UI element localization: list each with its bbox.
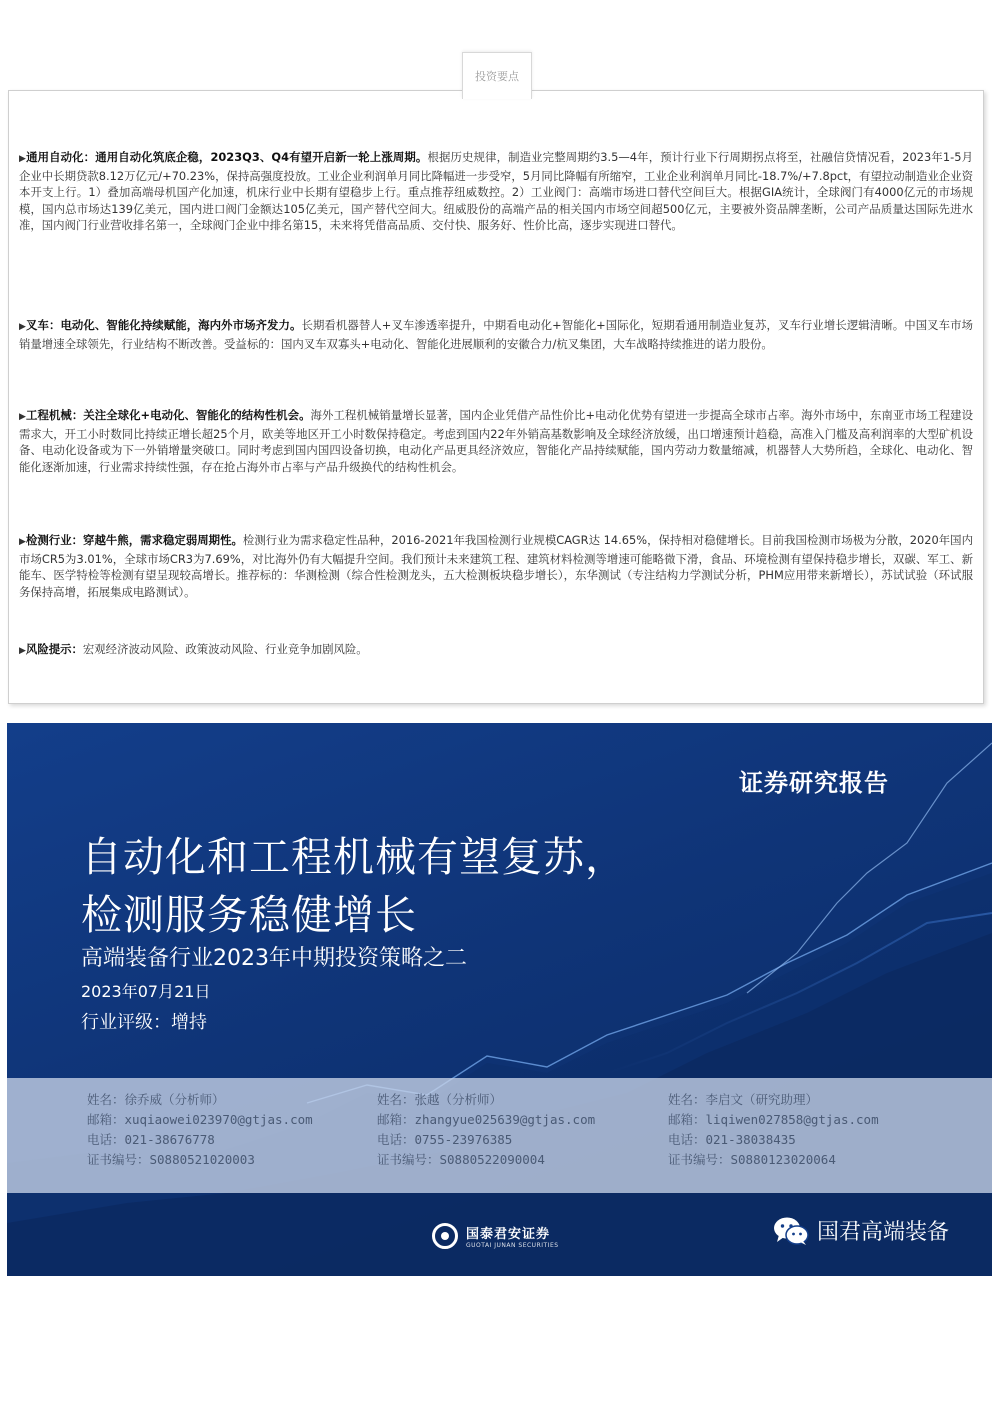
analyst-phone: 电话：021-38676778 [87,1132,215,1147]
tab-label: 投资要点 [475,70,519,83]
analyst-email: 邮箱：zhangyue025639@gtjas.com [377,1112,596,1127]
section-head: 通用自动化：通用自动化筑底企稳，2023Q3、Q4有望开启新一轮上涨周期。 [26,150,428,164]
wechat-account [773,1215,949,1246]
wechat-label: 国君高端装备 [817,1220,950,1245]
section-testing [19,532,973,600]
bullet-icon: ▶ [19,646,26,656]
analyst-phone: 电话：0755-23976385 [377,1132,513,1147]
section-automation [19,149,973,234]
section-body: 检测行业为需求稳定性品种，2016-2021年我国检测行业规模CAGR达 14.65%，保持相对稳健增长。目前我国检测市场极为分散，2020年国内市场CR5为3.01%，全球市场CR3为7.69%，对比海外仍有大幅提升空间。我们预计未来建筑工程、建筑材料检测等增速可能略微下滑，食品、环境检测有望保持稳步增长，双碳、军工、新能车、医学特检等检测有望呈现较高增长。推荐标的：华测检测（综合性检测龙头，五大检测板块稳步增长），东华测试（专注结构力学测试分析，PHM应用带来新增长），苏试试验（环试服务保持高增，拓展集成电路测试）。 [19,533,973,599]
analyst-cert: 证书编号：S0880123020064 [668,1152,836,1167]
report-type-label: 证券研究报告 [739,769,889,797]
section-construction-machinery [19,407,973,475]
report-title [81,828,627,944]
analyst-email: 邮箱：xuqiaowei023970@gtjas.com [87,1112,313,1127]
logo-mark-icon [432,1223,458,1249]
bullet-icon: ▶ [19,154,27,164]
section-head: 检测行业：穿越牛熊，需求稳定弱周期性。 [25,533,243,547]
report-subtitle: 高端装备行业2023年中期投资策略之二 [81,946,467,971]
analyst-cert: 证书编号：S0880522090004 [377,1152,545,1167]
section-head: 叉车：电动化、智能化持续赋能，海内外市场齐发力。 [26,318,302,332]
report-date: 2023年07月21日 [81,982,211,1001]
section-body: 海外工程机械销量增长显著，国内企业凭借产品性价比+电动化优势有望进一步提高全球市占率。海外市场中，东南亚市场工程建设需求大，开工小时数同比持续正增长超25个月，欧美等地区开工小时数保持稳定。考虑到国内22年外销高基数影响及全球经济放缓，出口增速预计趋稳，高准入门槛及高利润率的大型矿机设备、电动化设备或为下一外销增量突破口。同时考虑到国内国四设备切换，电动化产品更具经济效应，智能化产品持续赋能，国内劳动力数量缩减，机器替人大势所趋，全球化、电动化、智能化逐渐加速，行业需求持续性强，存在抢占海外市占率与产品升级换代的结构性机会。 [19,408,974,474]
analyst-email: 邮箱：liqiwen027858@gtjas.com [668,1112,879,1127]
analyst-name: 姓名：张越（分析师） [377,1092,503,1107]
bullet-icon: ▶ [19,412,26,422]
analyst-cert: 证书编号：S0880521020003 [87,1152,255,1167]
company-logo [432,1223,559,1249]
wechat-icon [773,1216,809,1246]
section-risk [19,641,973,660]
section-tab [462,52,532,99]
section-head: 工程机械：关注全球化+电动化、智能化的结构性机会。 [26,408,311,422]
analyst-name: 姓名：徐乔威（分析师） [87,1092,225,1107]
analyst-phone: 电话：021-38038435 [668,1132,796,1147]
bullet-icon: ▶ [19,322,27,332]
section-head: 风险提示： [25,642,83,656]
title-line-2: 检测服务稳健增长 [81,891,417,939]
title-line-1: 自动化和工程机械有望复苏， [81,833,627,881]
analyst-info-band [7,1078,992,1193]
section-body: 根据历史规律，制造业完整周期约3.5—4年，预计行业下行周期拐点将至，社融信贷情况看，2023年1-5月企业中长期贷款8.12万亿元/+70.23%，保持高强度投放。工业企业利润单月同比降幅进一步受窄，5月同比降幅有所缩窄，工业企业利润单月同比-18.7%/+7.8pct，有望拉动制造业企业资本开支上行。1）叠加高端母机国产化加速，机床行业中长期有望稳步上行。重点推荐纽威数控。2）工业阀门：高端市场进口替代空间巨大。根据GIA统计，全球阀门有4000亿元的市场规模，国内总市场达139亿美元，国内进口阀门金额达105亿美元，国产替代空间大。纽威股份的高端产品的相关国内市场空间超500亿元，主要被外资品牌垄断，公司产品质量达国际先进水准，国内阀门行业营收排名第一，全球阀门企业中排名第15，未来将凭借高品质、交付快、服务好、性价比高，逐步实现进口替代。 [19,150,973,233]
analyst-card [377,1090,595,1170]
section-body: 长期看机器替人+叉车渗透率提升，中期看电动化+智能化+国际化，短期看通用制造业复苏，叉车行业增长逻辑清晰。中国叉车市场销量增速全球领先，行业结构不断改善。受益标的：国内叉车双寡头+电动化、智能化进展顺利的安徽合力/杭叉集团，大车战略持续推进的诺力股份。 [19,318,973,351]
logo-name-en: GUOTAI JUNAN SECURITIES [466,1242,559,1249]
logo-name: 国泰君安证券 [466,1227,551,1242]
section-forklift [19,317,973,352]
section-body: 宏观经济波动风险、政策波动风险、行业竞争加剧风险。 [82,642,368,656]
analyst-name: 姓名：李启文（研究助理） [668,1092,819,1107]
analyst-card [87,1090,313,1170]
investment-highlights-panel [8,90,984,704]
report-cover [7,723,992,1276]
industry-rating: 行业评级：增持 [81,1012,207,1033]
analyst-card [668,1090,879,1170]
bullet-icon: ▶ [19,537,26,547]
